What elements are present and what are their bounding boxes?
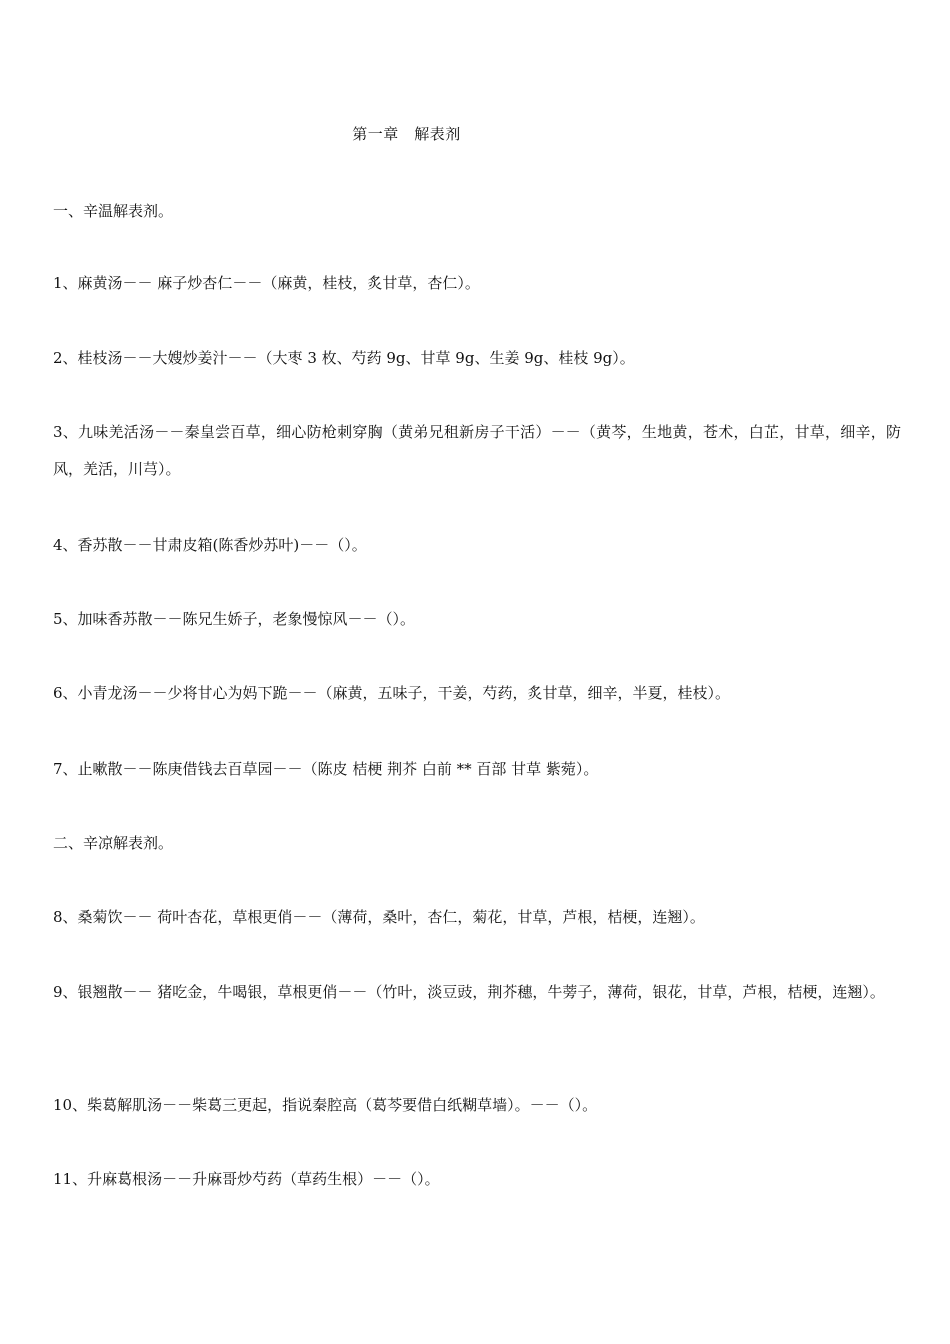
formula-item: 6、小青龙汤－－少将甘心为妈下跪－－（麻黄，五味子，干姜，芍药，炙甘草，细辛，半夏，桂枝）。 xyxy=(53,684,731,702)
formula-item: 9、银翘散－－ 猪吃金，牛喝银，草根更俏－－（竹叶，淡豆豉，荆芥穗，牛蒡子，薄荷，银花，甘草，芦根，桔梗，连翘）。 xyxy=(53,983,885,1001)
formula-item: 8、桑菊饮－－ 荷叶杏花，草根更俏－－（薄荷，桑叶，杏仁，菊花，甘草，芦根，桔梗，连翘）。 xyxy=(53,908,705,926)
section-heading: 二、辛凉解表剂。 xyxy=(53,834,174,852)
formula-item: 3、九味羌活汤－－秦皇尝百草，细心防枪刺穿胸（黄弟兄租新房子干活）－－（黄芩，生地黄，苍术，白芷，甘草，细辛，防风，羌活，川芎）。 xyxy=(53,423,901,478)
section-heading: 一、辛温解表剂。 xyxy=(53,202,174,220)
formula-item: 1、麻黄汤－－ 麻子炒杏仁－－（麻黄，桂枝，炙甘草，杏仁）。 xyxy=(53,274,480,292)
formula-item: 4、香苏散－－甘肃皮箱(陈香炒苏叶)－－（）。 xyxy=(53,536,367,554)
formula-item: 7、止嗽散－－陈庚借钱去百草园－－（陈皮 桔梗 荆芥 白前 ** 百部 甘草 紫菀）。 xyxy=(53,760,599,778)
formula-item: 2、桂枝汤－－大嫂炒姜汁－－（大枣 3 枚、芍药 9g、甘草 9g、生姜 9g、桂枝 9g）。 xyxy=(53,349,635,367)
formula-item: 5、加味香苏散－－陈兄生娇子，老象慢惊风－－（）。 xyxy=(53,610,416,628)
formula-item: 10、柴葛解肌汤－－柴葛三更起，指说秦腔高（葛芩要借白纸糊草墙）。－－（）。 xyxy=(53,1096,598,1114)
formula-item: 11、升麻葛根汤－－升麻哥炒芍药（草药生根）－－（）。 xyxy=(53,1170,440,1188)
chapter-title: 第一章 解表剂 xyxy=(352,125,461,143)
